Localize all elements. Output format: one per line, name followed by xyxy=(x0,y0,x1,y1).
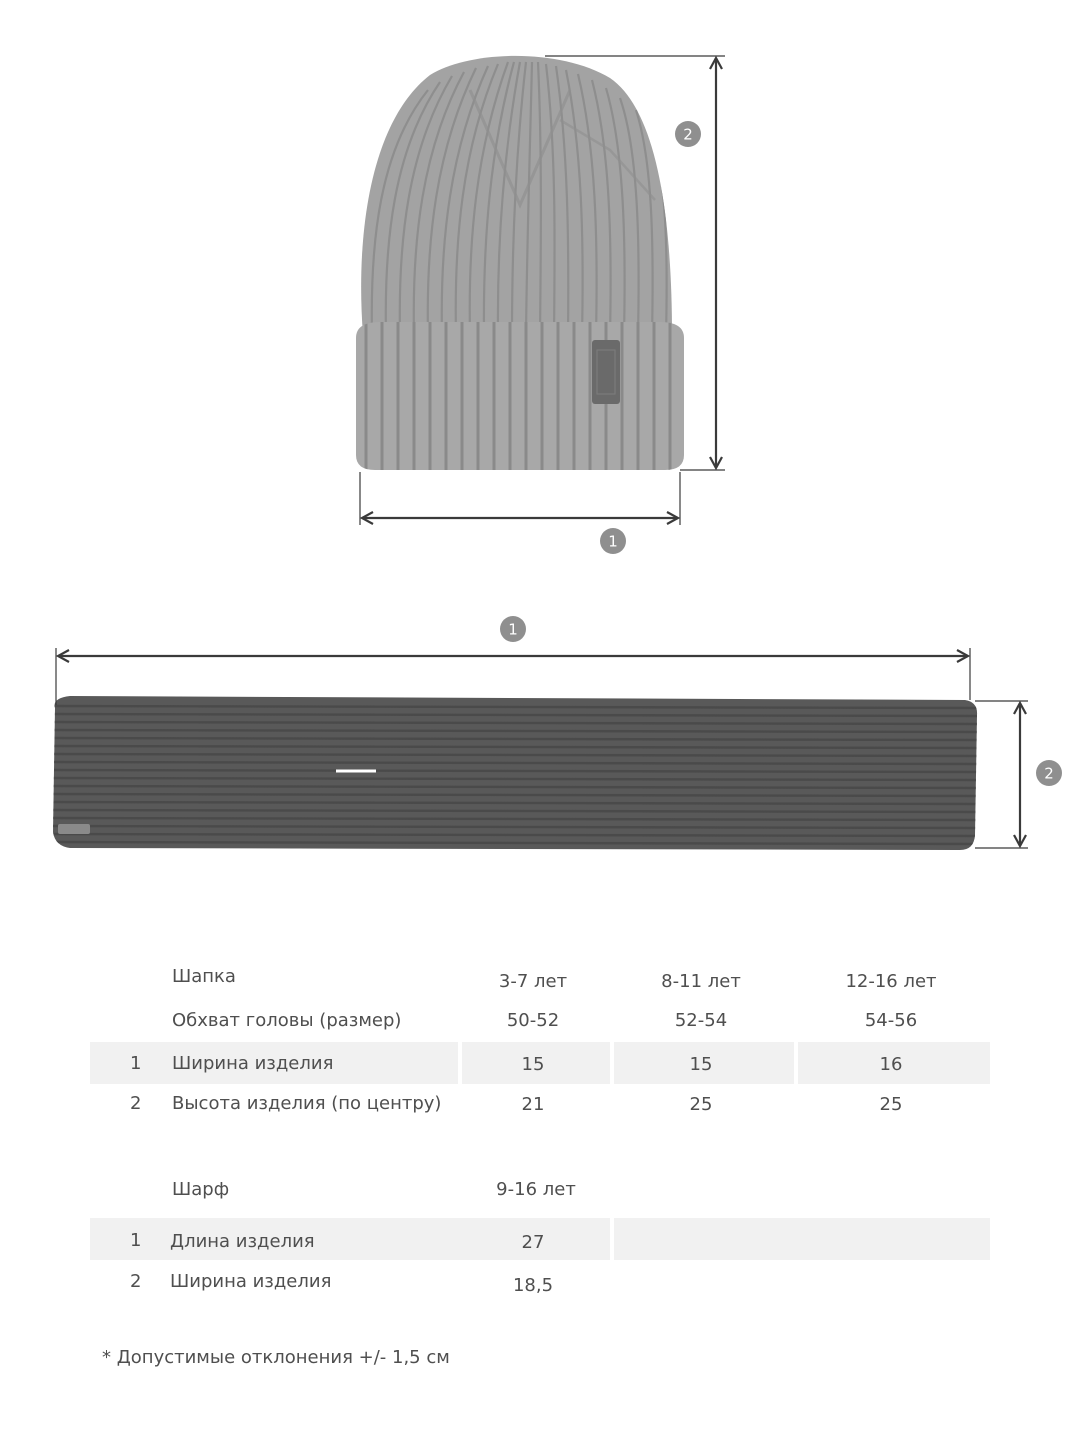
table-row-shade xyxy=(614,1218,990,1260)
head-circumference-value: 50-52 xyxy=(506,1010,560,1031)
hat-col-header: 3-7 лет xyxy=(498,971,568,992)
scarf-length-measure xyxy=(56,648,970,705)
hat-table-title: Шапка xyxy=(172,966,236,987)
hat-col-header: 12-16 лет xyxy=(845,971,937,992)
row-number: 1 xyxy=(130,1230,142,1251)
hat-width-value: 15 xyxy=(689,1054,713,1075)
scarf-marker-2 xyxy=(1036,760,1062,786)
hat-width-value: 15 xyxy=(521,1054,545,1075)
scarf-width-measure xyxy=(975,701,1028,848)
scarf-col-header: 9-16 лет xyxy=(496,1179,576,1200)
hat-width-value: 16 xyxy=(879,1054,903,1075)
scarf-length-label: Длина изделия xyxy=(170,1231,315,1252)
hat-height-label: Высота изделия (по центру) xyxy=(172,1093,442,1114)
hat-marker-2 xyxy=(675,121,701,147)
scarf-table-title: Шарф xyxy=(172,1179,230,1200)
hat-height-value: 25 xyxy=(689,1094,713,1115)
scarf-label-tag xyxy=(58,824,90,834)
hat-width-label: Ширина изделия xyxy=(172,1053,334,1074)
scarf-marker-1 xyxy=(500,616,526,642)
svg-text:2: 2 xyxy=(683,125,693,144)
svg-text:1: 1 xyxy=(508,620,518,639)
row-number: 1 xyxy=(130,1053,142,1074)
row-number: 2 xyxy=(130,1093,142,1114)
row-number: 2 xyxy=(130,1271,142,1292)
tolerance-footnote: * Допустимые отклонения +/- 1,5 см xyxy=(102,1347,450,1368)
hat-marker-1 xyxy=(600,528,626,554)
hat-col-header: 8-11 лет xyxy=(661,971,741,992)
svg-text:1: 1 xyxy=(608,532,618,551)
hat-width-measure xyxy=(360,472,680,525)
svg-text:2: 2 xyxy=(1044,764,1054,783)
hat-image xyxy=(356,56,684,470)
hat-height-value: 21 xyxy=(521,1094,545,1115)
head-circumference-label: Обхват головы (размер) xyxy=(172,1010,402,1031)
head-circumference-value: 54-56 xyxy=(864,1010,918,1031)
scarf-length-value: 27 xyxy=(521,1232,545,1253)
hat-height-value: 25 xyxy=(879,1094,903,1115)
head-circumference-value: 52-54 xyxy=(674,1010,728,1031)
scarf-width-value: 18,5 xyxy=(512,1275,554,1296)
scarf-width-label: Ширина изделия xyxy=(170,1271,332,1292)
scarf-image xyxy=(50,696,980,850)
